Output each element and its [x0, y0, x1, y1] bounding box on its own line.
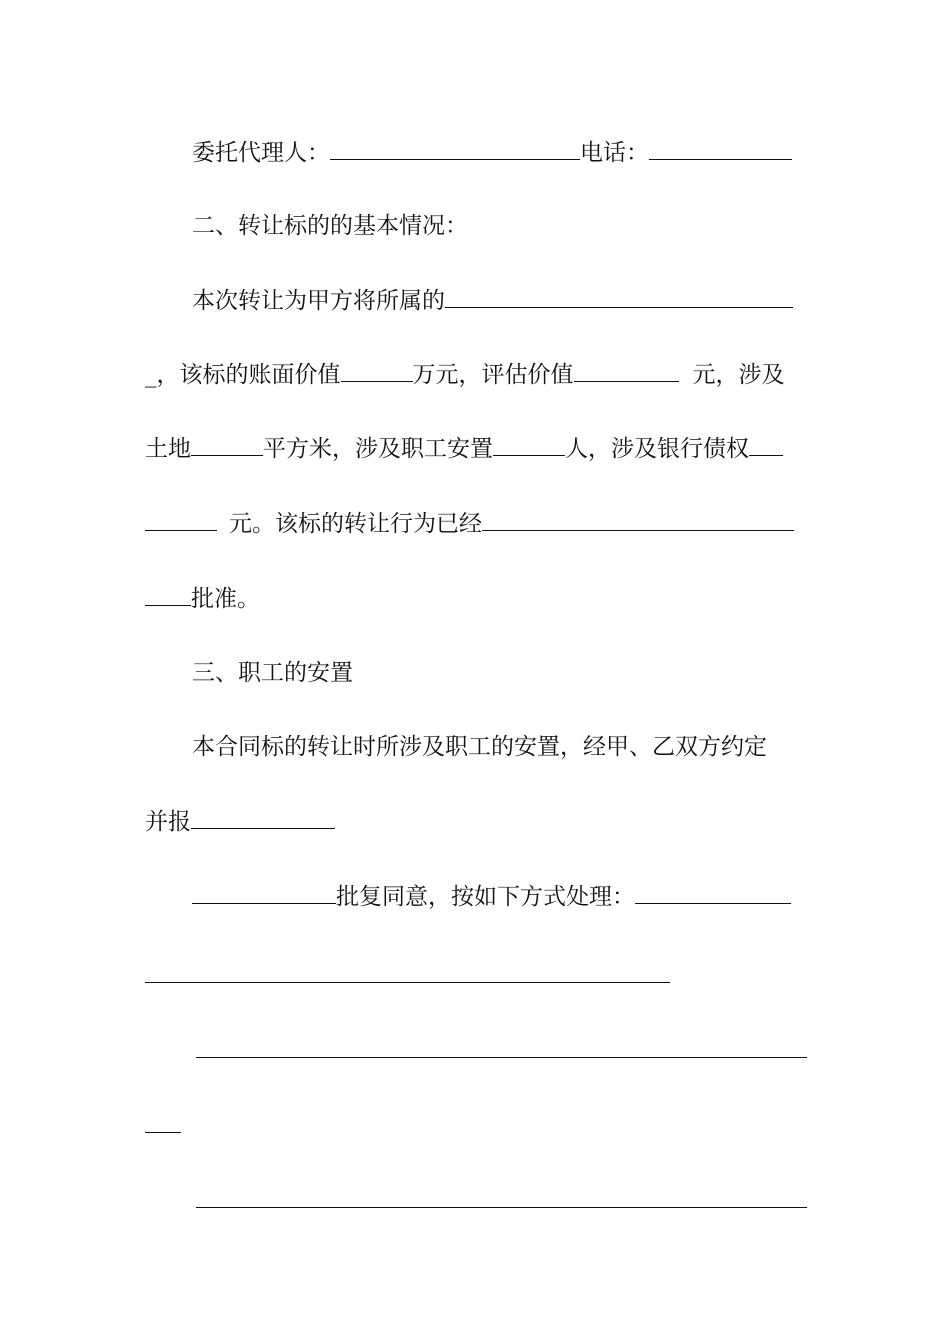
method-blank[interactable]: [635, 881, 791, 904]
bank-claim-blank[interactable]: [749, 433, 783, 456]
method-text: 批复同意，按如下方式处理：: [336, 884, 635, 910]
bank-claim-label: 人，涉及银行债权: [565, 436, 749, 462]
land-area-blank[interactable]: [191, 433, 263, 456]
section-two-title: 二、转让标的的基本情况：: [192, 213, 468, 239]
staff-arrangement-text: 本合同标的转让时所涉及职工的安置，经甲、乙双方约定: [192, 734, 767, 760]
approval-line: [145, 507, 807, 541]
agent-phone-line: [145, 136, 807, 170]
agent-blank[interactable]: [330, 137, 580, 160]
value-line: [145, 358, 807, 392]
report-text: 并报: [145, 809, 191, 835]
method-blank-line-1[interactable]: [145, 981, 670, 983]
transfer-intro-text: 本次转让为甲方将所属的: [192, 288, 445, 314]
method-blank-line-2[interactable]: [196, 1056, 807, 1058]
method-line: [145, 880, 807, 914]
approver-blank-cont[interactable]: [145, 583, 191, 606]
approval-text: 元。该标的转让行为已经: [229, 511, 482, 537]
report-line: [145, 805, 807, 839]
yuan-involves-label: 元，涉及: [692, 362, 785, 388]
staff-count-blank[interactable]: [493, 433, 565, 456]
agent-label: 委托代理人：: [192, 140, 330, 166]
appraised-value-blank[interactable]: [574, 359, 679, 382]
asset-name-blank[interactable]: [445, 285, 793, 308]
land-label: 土地: [145, 436, 191, 462]
approver-blank[interactable]: [482, 508, 794, 531]
section-two-heading: [145, 209, 807, 243]
approved-text: 批准。: [191, 586, 260, 612]
method-blank-line-2-cont[interactable]: [145, 1131, 181, 1133]
section-three-heading: [145, 656, 807, 690]
land-staff-line: [145, 432, 807, 466]
appraised-value-label: 万元，评估价值: [412, 362, 574, 388]
transfer-intro-line: [145, 284, 807, 318]
staff-label: 平方米，涉及职工安置: [263, 436, 493, 462]
report-blank[interactable]: [191, 806, 335, 829]
book-value-label: _，该标的账面价值: [145, 362, 341, 388]
method-blank-line-3[interactable]: [196, 1206, 807, 1208]
staff-arrangement-line: [145, 730, 807, 764]
phone-blank[interactable]: [649, 137, 792, 160]
phone-label: 电话：: [580, 140, 649, 166]
section-three-title: 三、职工的安置: [192, 660, 353, 686]
bank-claim-blank-cont[interactable]: [145, 508, 217, 531]
report-authority-blank[interactable]: [192, 881, 336, 904]
approved-line: [145, 582, 807, 616]
book-value-blank[interactable]: [341, 359, 413, 382]
